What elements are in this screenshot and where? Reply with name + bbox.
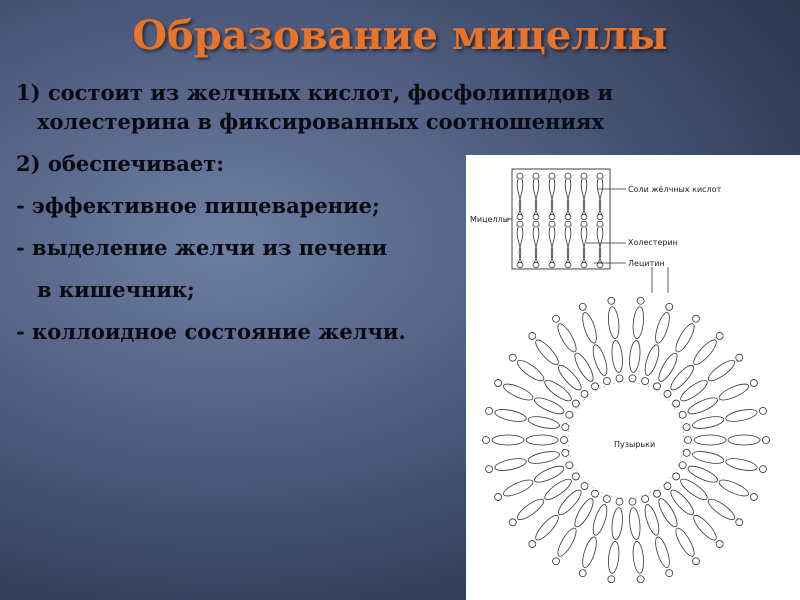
micelle-block-frame [512,169,610,269]
label-micelles: Мицеллы [470,215,510,224]
micelle-diagram [466,155,800,600]
item-2: 2) обеспечивает: [16,151,225,176]
bullet-2-line-2: в кишечник; [37,277,195,302]
label-bile-salts: Соли жёлчных кислот [628,185,722,194]
slide-title: Образование мицеллы [132,12,668,59]
label-lecithin: Лецитин [628,259,665,268]
item-1-line-2: холестерина в фиксированных соотношениях [37,109,604,134]
label-vesicles: Пузырьки [614,440,656,449]
label-cholesterol: Холестерин [628,238,678,247]
bullet-2-line-1: - выделение желчи из печени [16,235,388,260]
item-1-line-1: 1) состоит из желчных кислот, фосфолипидов и [16,80,614,105]
micelle-block [517,173,603,268]
bullet-1: - эффективное пищеварение; [16,193,380,218]
bullet-3: - коллоидное состояние желчи. [16,319,406,344]
micelle-figure [466,155,800,600]
